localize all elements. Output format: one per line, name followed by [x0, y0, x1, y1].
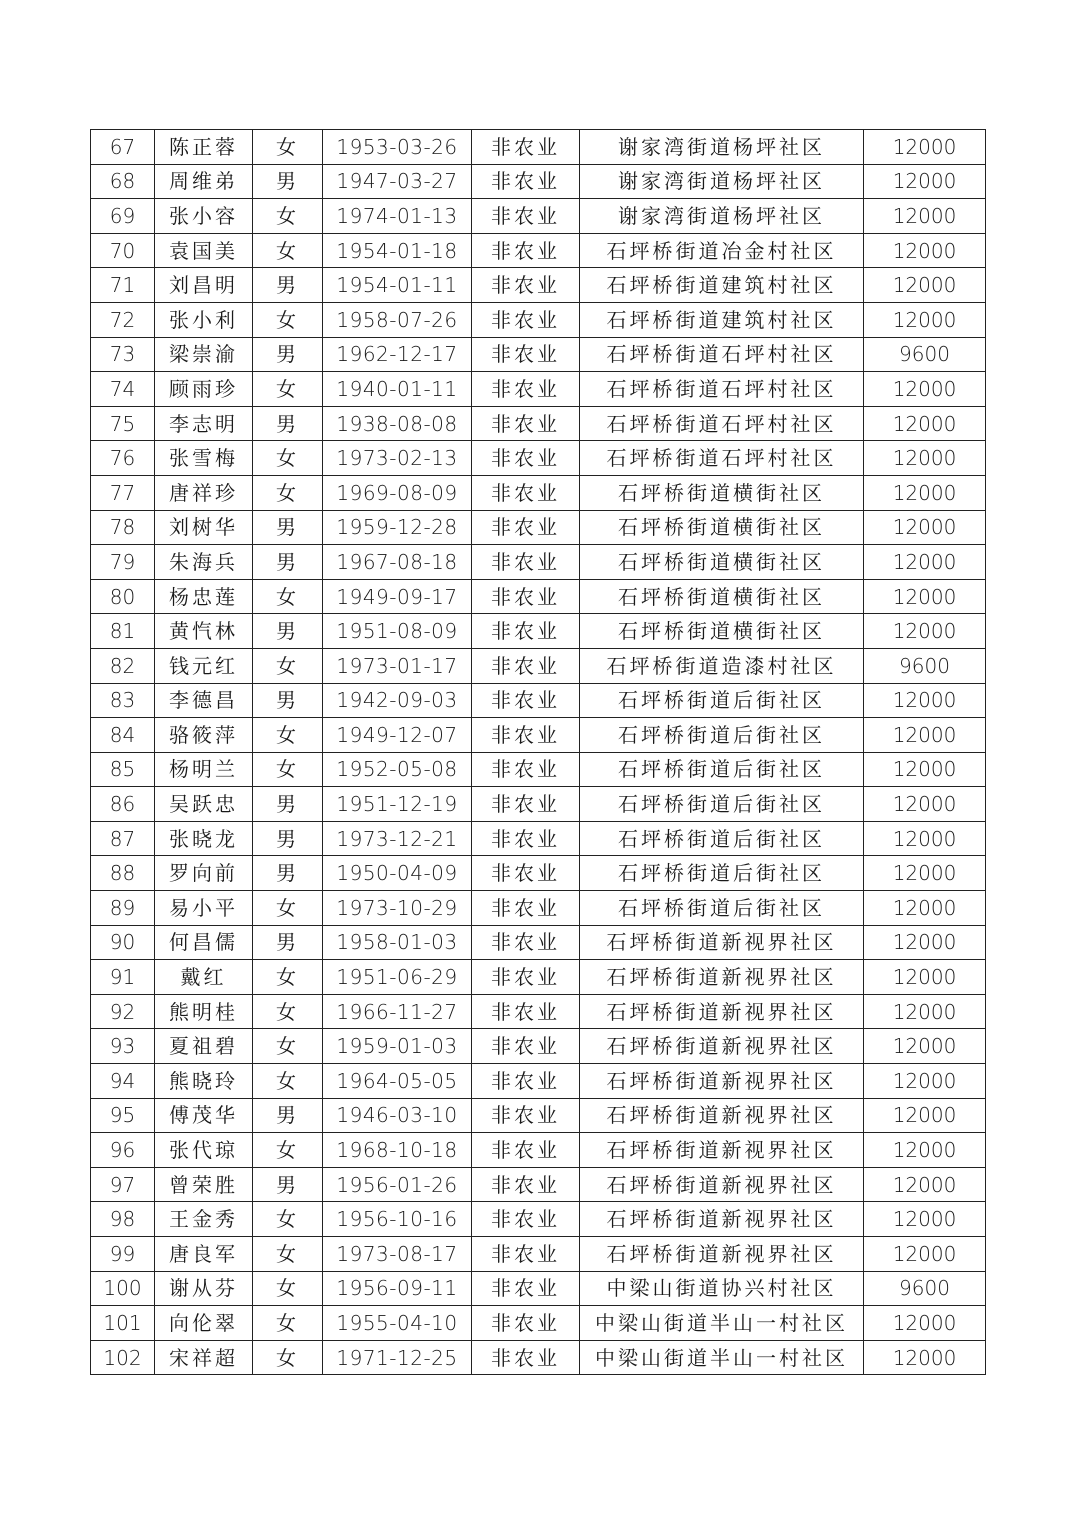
gender-cell: 女	[253, 372, 323, 407]
serial-number-cell: 88	[91, 856, 155, 891]
birth-date-cell: 1964-05-05	[323, 1064, 472, 1099]
gender-cell: 男	[253, 337, 323, 372]
serial-number-cell: 72	[91, 302, 155, 337]
gender-cell: 女	[253, 718, 323, 753]
household-type-cell: 非农业	[472, 1133, 580, 1168]
serial-number-cell: 81	[91, 614, 155, 649]
birth-date-cell: 1942-09-03	[323, 683, 472, 718]
community-cell: 石坪桥街道新视界社区	[580, 1202, 864, 1237]
birth-date-cell: 1968-10-18	[323, 1133, 472, 1168]
gender-cell: 女	[253, 994, 323, 1029]
serial-number-cell: 100	[91, 1271, 155, 1306]
table-row	[91, 1064, 986, 1099]
serial-number-cell: 68	[91, 164, 155, 199]
household-type-cell: 非农业	[472, 510, 580, 545]
table-row	[91, 683, 986, 718]
gender-cell: 女	[253, 441, 323, 476]
name-cell: 夏祖碧	[155, 1029, 253, 1064]
birth-date-cell: 1951-06-29	[323, 960, 472, 995]
household-type-cell: 非农业	[472, 545, 580, 580]
birth-date-cell: 1940-01-11	[323, 372, 472, 407]
gender-cell: 男	[253, 856, 323, 891]
household-type-cell: 非农业	[472, 925, 580, 960]
name-cell: 罗向前	[155, 856, 253, 891]
name-cell: 杨明兰	[155, 752, 253, 787]
name-cell: 傅茂华	[155, 1098, 253, 1133]
table-row	[91, 233, 986, 268]
name-cell: 何昌儒	[155, 925, 253, 960]
amount-cell: 12000	[864, 752, 986, 787]
community-cell: 谢家湾街道杨坪社区	[580, 164, 864, 199]
household-type-cell: 非农业	[472, 164, 580, 199]
serial-number-cell: 92	[91, 994, 155, 1029]
household-type-cell: 非农业	[472, 372, 580, 407]
name-cell: 钱元红	[155, 648, 253, 683]
community-cell: 中梁山街道半山一村社区	[580, 1340, 864, 1375]
birth-date-cell: 1955-04-10	[323, 1306, 472, 1341]
table-row	[91, 752, 986, 787]
household-type-cell: 非农业	[472, 648, 580, 683]
name-cell: 谢从芬	[155, 1271, 253, 1306]
table-row	[91, 925, 986, 960]
serial-number-cell: 98	[91, 1202, 155, 1237]
household-type-cell: 非农业	[472, 268, 580, 303]
household-type-cell: 非农业	[472, 787, 580, 822]
household-type-cell: 非农业	[472, 475, 580, 510]
table-row	[91, 648, 986, 683]
name-cell: 李志明	[155, 406, 253, 441]
household-type-cell: 非农业	[472, 1237, 580, 1272]
household-type-cell: 非农业	[472, 406, 580, 441]
table-row	[91, 1340, 986, 1375]
name-cell: 唐良军	[155, 1237, 253, 1272]
name-cell: 王金秀	[155, 1202, 253, 1237]
amount-cell: 12000	[864, 1098, 986, 1133]
table-row	[91, 718, 986, 753]
household-type-cell: 非农业	[472, 1306, 580, 1341]
birth-date-cell: 1974-01-13	[323, 199, 472, 234]
amount-cell: 12000	[864, 406, 986, 441]
community-cell: 中梁山街道协兴村社区	[580, 1271, 864, 1306]
serial-number-cell: 94	[91, 1064, 155, 1099]
amount-cell: 12000	[864, 475, 986, 510]
gender-cell: 男	[253, 787, 323, 822]
amount-cell: 12000	[864, 372, 986, 407]
gender-cell: 女	[253, 233, 323, 268]
household-type-cell: 非农业	[472, 1029, 580, 1064]
community-cell: 石坪桥街道石坪村社区	[580, 441, 864, 476]
birth-date-cell: 1954-01-11	[323, 268, 472, 303]
birth-date-cell: 1946-03-10	[323, 1098, 472, 1133]
serial-number-cell: 77	[91, 475, 155, 510]
amount-cell: 12000	[864, 441, 986, 476]
name-cell: 刘昌明	[155, 268, 253, 303]
name-cell: 唐祥珍	[155, 475, 253, 510]
amount-cell: 12000	[864, 994, 986, 1029]
household-type-cell: 非农业	[472, 994, 580, 1029]
table-row	[91, 1202, 986, 1237]
table-row	[91, 475, 986, 510]
serial-number-cell: 95	[91, 1098, 155, 1133]
birth-date-cell: 1950-04-09	[323, 856, 472, 891]
community-cell: 石坪桥街道新视界社区	[580, 925, 864, 960]
gender-cell: 女	[253, 1202, 323, 1237]
gender-cell: 男	[253, 683, 323, 718]
household-type-cell: 非农业	[472, 856, 580, 891]
gender-cell: 男	[253, 614, 323, 649]
community-cell: 石坪桥街道石坪村社区	[580, 406, 864, 441]
name-cell: 张小利	[155, 302, 253, 337]
amount-cell: 12000	[864, 891, 986, 926]
name-cell: 张代琼	[155, 1133, 253, 1168]
community-cell: 石坪桥街道冶金村社区	[580, 233, 864, 268]
birth-date-cell: 1973-01-17	[323, 648, 472, 683]
birth-date-cell: 1973-02-13	[323, 441, 472, 476]
serial-number-cell: 87	[91, 821, 155, 856]
birth-date-cell: 1956-09-11	[323, 1271, 472, 1306]
gender-cell: 男	[253, 1167, 323, 1202]
birth-date-cell: 1938-08-08	[323, 406, 472, 441]
household-type-cell: 非农业	[472, 1340, 580, 1375]
community-cell: 石坪桥街道石坪村社区	[580, 337, 864, 372]
community-cell: 石坪桥街道建筑村社区	[580, 268, 864, 303]
birth-date-cell: 1958-01-03	[323, 925, 472, 960]
table-row	[91, 1271, 986, 1306]
amount-cell: 12000	[864, 1133, 986, 1168]
table-row	[91, 1167, 986, 1202]
gender-cell: 男	[253, 545, 323, 580]
amount-cell: 12000	[864, 1064, 986, 1099]
birth-date-cell: 1949-09-17	[323, 579, 472, 614]
community-cell: 石坪桥街道横街社区	[580, 510, 864, 545]
serial-number-cell: 67	[91, 130, 155, 165]
amount-cell: 12000	[864, 233, 986, 268]
table-row	[91, 130, 986, 165]
birth-date-cell: 1947-03-27	[323, 164, 472, 199]
table-row	[91, 960, 986, 995]
amount-cell: 12000	[864, 268, 986, 303]
birth-date-cell: 1949-12-07	[323, 718, 472, 753]
serial-number-cell: 96	[91, 1133, 155, 1168]
roster-table-body	[91, 130, 986, 1375]
table-row	[91, 1133, 986, 1168]
household-type-cell: 非农业	[472, 683, 580, 718]
gender-cell: 男	[253, 925, 323, 960]
name-cell: 戴红	[155, 960, 253, 995]
amount-cell: 12000	[864, 1202, 986, 1237]
gender-cell: 女	[253, 130, 323, 165]
serial-number-cell: 75	[91, 406, 155, 441]
community-cell: 石坪桥街道新视界社区	[580, 1133, 864, 1168]
gender-cell: 男	[253, 821, 323, 856]
community-cell: 石坪桥街道后街社区	[580, 787, 864, 822]
table-row	[91, 856, 986, 891]
name-cell: 曾荣胜	[155, 1167, 253, 1202]
community-cell: 石坪桥街道后街社区	[580, 821, 864, 856]
birth-date-cell: 1962-12-17	[323, 337, 472, 372]
birth-date-cell: 1954-01-18	[323, 233, 472, 268]
community-cell: 石坪桥街道横街社区	[580, 579, 864, 614]
household-type-cell: 非农业	[472, 199, 580, 234]
name-cell: 陈正蓉	[155, 130, 253, 165]
birth-date-cell: 1953-03-26	[323, 130, 472, 165]
community-cell: 石坪桥街道造漆村社区	[580, 648, 864, 683]
gender-cell: 女	[253, 891, 323, 926]
table-row	[91, 199, 986, 234]
serial-number-cell: 101	[91, 1306, 155, 1341]
amount-cell: 12000	[864, 199, 986, 234]
name-cell: 周维弟	[155, 164, 253, 199]
amount-cell: 12000	[864, 302, 986, 337]
table-row	[91, 579, 986, 614]
table-row	[91, 1029, 986, 1064]
amount-cell: 12000	[864, 1167, 986, 1202]
serial-number-cell: 102	[91, 1340, 155, 1375]
community-cell: 石坪桥街道建筑村社区	[580, 302, 864, 337]
household-type-cell: 非农业	[472, 441, 580, 476]
birth-date-cell: 1959-01-03	[323, 1029, 472, 1064]
table-row	[91, 406, 986, 441]
serial-number-cell: 70	[91, 233, 155, 268]
serial-number-cell: 78	[91, 510, 155, 545]
table-row	[91, 787, 986, 822]
community-cell: 石坪桥街道后街社区	[580, 752, 864, 787]
household-type-cell: 非农业	[472, 718, 580, 753]
gender-cell: 女	[253, 1271, 323, 1306]
table-row	[91, 994, 986, 1029]
amount-cell: 12000	[864, 1340, 986, 1375]
community-cell: 石坪桥街道后街社区	[580, 718, 864, 753]
amount-cell: 12000	[864, 960, 986, 995]
birth-date-cell: 1971-12-25	[323, 1340, 472, 1375]
gender-cell: 男	[253, 1098, 323, 1133]
amount-cell: 12000	[864, 1237, 986, 1272]
community-cell: 石坪桥街道石坪村社区	[580, 372, 864, 407]
birth-date-cell: 1973-08-17	[323, 1237, 472, 1272]
roster-table	[90, 129, 986, 1375]
household-type-cell: 非农业	[472, 614, 580, 649]
serial-number-cell: 74	[91, 372, 155, 407]
serial-number-cell: 84	[91, 718, 155, 753]
household-type-cell: 非农业	[472, 1098, 580, 1133]
table-row	[91, 268, 986, 303]
community-cell: 石坪桥街道新视界社区	[580, 1098, 864, 1133]
table-row	[91, 510, 986, 545]
serial-number-cell: 86	[91, 787, 155, 822]
name-cell: 袁国美	[155, 233, 253, 268]
name-cell: 梁崇渝	[155, 337, 253, 372]
serial-number-cell: 89	[91, 891, 155, 926]
community-cell: 石坪桥街道新视界社区	[580, 994, 864, 1029]
household-type-cell: 非农业	[472, 960, 580, 995]
amount-cell: 9600	[864, 337, 986, 372]
serial-number-cell: 97	[91, 1167, 155, 1202]
household-type-cell: 非农业	[472, 1271, 580, 1306]
gender-cell: 女	[253, 1133, 323, 1168]
birth-date-cell: 1956-10-16	[323, 1202, 472, 1237]
name-cell: 张晓龙	[155, 821, 253, 856]
name-cell: 黄忾林	[155, 614, 253, 649]
amount-cell: 12000	[864, 579, 986, 614]
household-type-cell: 非农业	[472, 302, 580, 337]
household-type-cell: 非农业	[472, 233, 580, 268]
table-row	[91, 614, 986, 649]
serial-number-cell: 85	[91, 752, 155, 787]
community-cell: 石坪桥街道新视界社区	[580, 1237, 864, 1272]
serial-number-cell: 80	[91, 579, 155, 614]
gender-cell: 男	[253, 164, 323, 199]
serial-number-cell: 69	[91, 199, 155, 234]
community-cell: 石坪桥街道新视界社区	[580, 960, 864, 995]
household-type-cell: 非农业	[472, 821, 580, 856]
birth-date-cell: 1951-12-19	[323, 787, 472, 822]
community-cell: 石坪桥街道新视界社区	[580, 1029, 864, 1064]
table-row	[91, 372, 986, 407]
gender-cell: 男	[253, 510, 323, 545]
serial-number-cell: 91	[91, 960, 155, 995]
serial-number-cell: 93	[91, 1029, 155, 1064]
amount-cell: 12000	[864, 787, 986, 822]
name-cell: 宋祥超	[155, 1340, 253, 1375]
name-cell: 骆筱萍	[155, 718, 253, 753]
birth-date-cell: 1952-05-08	[323, 752, 472, 787]
amount-cell: 12000	[864, 856, 986, 891]
table-row	[91, 164, 986, 199]
household-type-cell: 非农业	[472, 891, 580, 926]
amount-cell: 9600	[864, 648, 986, 683]
table-row	[91, 1237, 986, 1272]
table-row	[91, 1306, 986, 1341]
birth-date-cell: 1959-12-28	[323, 510, 472, 545]
name-cell: 吴跃忠	[155, 787, 253, 822]
name-cell: 熊晓玲	[155, 1064, 253, 1099]
gender-cell: 女	[253, 648, 323, 683]
serial-number-cell: 79	[91, 545, 155, 580]
name-cell: 朱海兵	[155, 545, 253, 580]
name-cell: 张雪梅	[155, 441, 253, 476]
household-type-cell: 非农业	[472, 752, 580, 787]
table-row	[91, 441, 986, 476]
community-cell: 石坪桥街道后街社区	[580, 683, 864, 718]
amount-cell: 12000	[864, 1029, 986, 1064]
birth-date-cell: 1956-01-26	[323, 1167, 472, 1202]
serial-number-cell: 83	[91, 683, 155, 718]
household-type-cell: 非农业	[472, 1202, 580, 1237]
household-type-cell: 非农业	[472, 1167, 580, 1202]
name-cell: 刘树华	[155, 510, 253, 545]
name-cell: 熊明桂	[155, 994, 253, 1029]
gender-cell: 女	[253, 199, 323, 234]
community-cell: 石坪桥街道后街社区	[580, 891, 864, 926]
community-cell: 中梁山街道半山一村社区	[580, 1306, 864, 1341]
amount-cell: 12000	[864, 130, 986, 165]
household-type-cell: 非农业	[472, 1064, 580, 1099]
community-cell: 石坪桥街道新视界社区	[580, 1064, 864, 1099]
community-cell: 谢家湾街道杨坪社区	[580, 199, 864, 234]
table-row	[91, 821, 986, 856]
household-type-cell: 非农业	[472, 130, 580, 165]
amount-cell: 12000	[864, 718, 986, 753]
amount-cell: 12000	[864, 614, 986, 649]
community-cell: 石坪桥街道后街社区	[580, 856, 864, 891]
serial-number-cell: 71	[91, 268, 155, 303]
birth-date-cell: 1958-07-26	[323, 302, 472, 337]
name-cell: 李德昌	[155, 683, 253, 718]
gender-cell: 女	[253, 1064, 323, 1099]
community-cell: 谢家湾街道杨坪社区	[580, 130, 864, 165]
community-cell: 石坪桥街道新视界社区	[580, 1167, 864, 1202]
gender-cell: 女	[253, 579, 323, 614]
community-cell: 石坪桥街道横街社区	[580, 614, 864, 649]
table-row	[91, 302, 986, 337]
table-row	[91, 545, 986, 580]
amount-cell: 12000	[864, 821, 986, 856]
serial-number-cell: 99	[91, 1237, 155, 1272]
amount-cell: 12000	[864, 510, 986, 545]
gender-cell: 女	[253, 1029, 323, 1064]
gender-cell: 女	[253, 1237, 323, 1272]
name-cell: 向伦翠	[155, 1306, 253, 1341]
serial-number-cell: 73	[91, 337, 155, 372]
table-row	[91, 1098, 986, 1133]
amount-cell: 9600	[864, 1271, 986, 1306]
birth-date-cell: 1973-10-29	[323, 891, 472, 926]
gender-cell: 女	[253, 1340, 323, 1375]
name-cell: 易小平	[155, 891, 253, 926]
name-cell: 顾雨珍	[155, 372, 253, 407]
table-row	[91, 337, 986, 372]
birth-date-cell: 1973-12-21	[323, 821, 472, 856]
gender-cell: 女	[253, 752, 323, 787]
amount-cell: 12000	[864, 925, 986, 960]
amount-cell: 12000	[864, 1306, 986, 1341]
community-cell: 石坪桥街道横街社区	[580, 545, 864, 580]
table-row	[91, 891, 986, 926]
name-cell: 张小容	[155, 199, 253, 234]
gender-cell: 女	[253, 475, 323, 510]
birth-date-cell: 1969-08-09	[323, 475, 472, 510]
gender-cell: 女	[253, 960, 323, 995]
birth-date-cell: 1967-08-18	[323, 545, 472, 580]
birth-date-cell: 1966-11-27	[323, 994, 472, 1029]
community-cell: 石坪桥街道横街社区	[580, 475, 864, 510]
serial-number-cell: 90	[91, 925, 155, 960]
birth-date-cell: 1951-08-09	[323, 614, 472, 649]
household-type-cell: 非农业	[472, 579, 580, 614]
serial-number-cell: 82	[91, 648, 155, 683]
household-type-cell: 非农业	[472, 337, 580, 372]
gender-cell: 男	[253, 406, 323, 441]
name-cell: 杨忠莲	[155, 579, 253, 614]
amount-cell: 12000	[864, 683, 986, 718]
amount-cell: 12000	[864, 545, 986, 580]
gender-cell: 女	[253, 1306, 323, 1341]
amount-cell: 12000	[864, 164, 986, 199]
serial-number-cell: 76	[91, 441, 155, 476]
gender-cell: 女	[253, 302, 323, 337]
gender-cell: 男	[253, 268, 323, 303]
